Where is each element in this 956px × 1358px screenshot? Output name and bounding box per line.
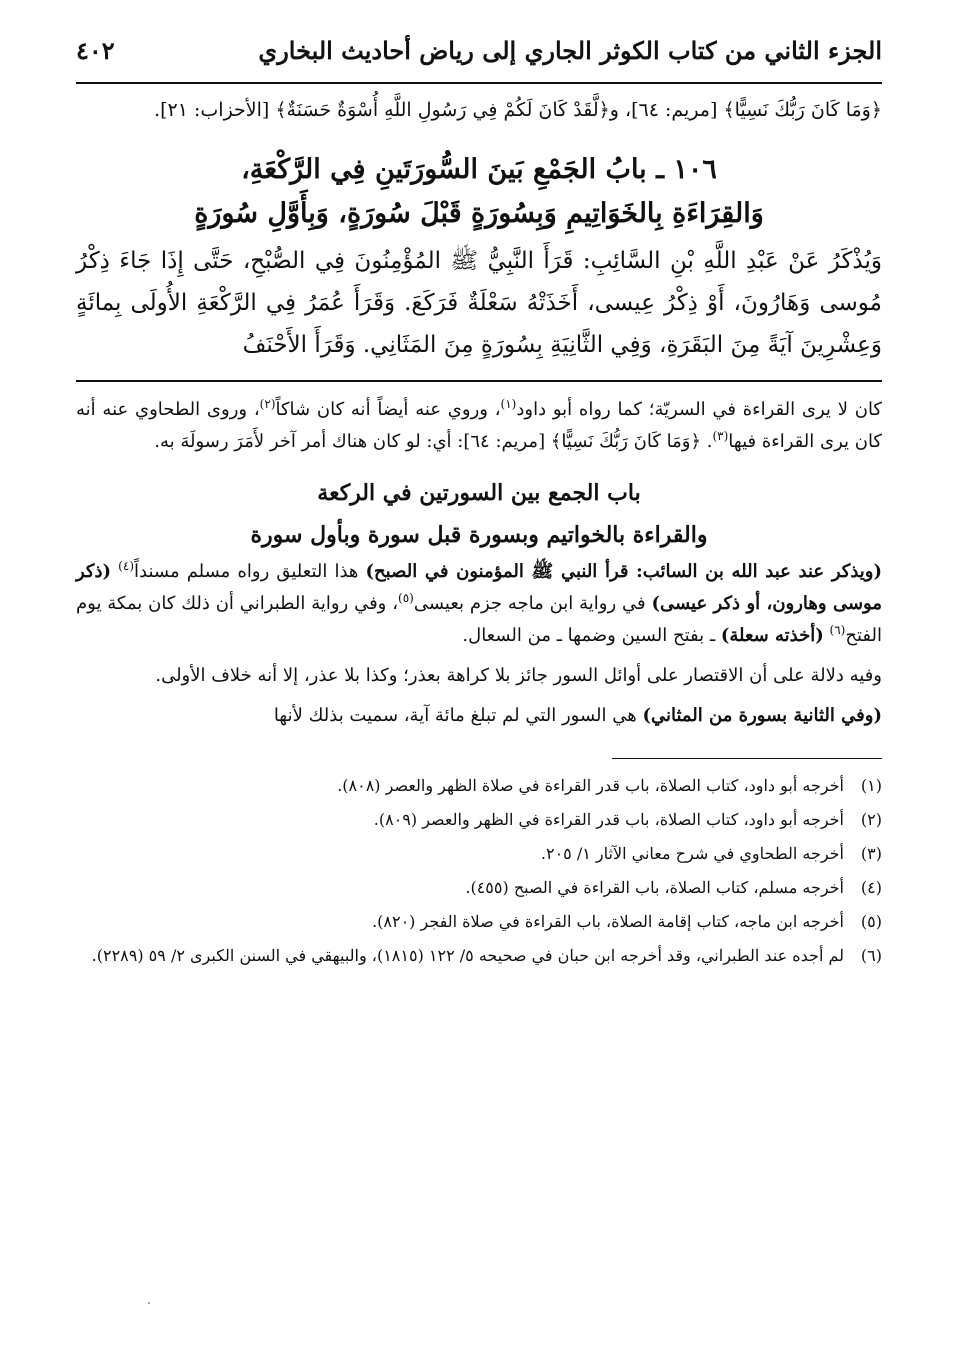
footnote-number: (٢) [860,810,882,829]
text-run: ـ بفتح السين وضمها ـ من السعال. [462,625,721,646]
quran-verses-line: ﴿وَمَا كَانَ رَبُّكَ نَسِيًّا﴾ [مريم: ٦٤]، و﴿لَّقَدْ كَانَ لَكُمْ فِي رَسُولِ اللَّهِ أُسْوَةٌ حَسَنَةٌ﴾ [الأحزاب: ٢١]. [154,99,882,121]
sub-heading-line-2: والقراءة بالخواتيم وبسورة قبل سورة وبأول سورة [250,522,708,548]
quoted-text: (وفي الثانية بسورة من المثاني) [642,705,882,726]
footnote-text: أخرجه ابن ماجه، كتاب إقامة الصلاة، باب القراءة في صلاة الفجر (٨٢٠). [372,912,844,931]
footnote-text: أخرجه مسلم، كتاب الصلاة، باب القراءة في الصبح (٤٥٥). [465,878,844,897]
commentary-paragraph-1 [76,556,882,652]
text-run: في رواية ابن ماجه جزم بعيسى [413,593,652,614]
footnote-number: (١) [860,776,882,795]
footnote [76,941,882,971]
commentary-top [76,394,882,458]
footnote-ref-3[interactable]: (٣) [712,429,729,443]
book-page [76,36,882,975]
text-run: . ﴿وَمَا كَانَ رَبُّكَ نَسِيًّا﴾ [مريم: ٦٤]: أي: لو كان هناك أمر آخر لأَمَرَ رسولَهَ به. [154,431,713,452]
footnote-number: (٣) [860,844,882,863]
commentary-body [76,556,882,732]
commentary-paragraph-3 [76,700,882,732]
page-number: ٤٠٢ [76,36,115,65]
text-run: ، وروي عنه أيضاً أنه كان شاكاً [275,399,501,420]
footnote-text: أخرجه الطحاوي في شرح معاني الآثار ١/ ٢٠٥. [540,844,844,863]
quoted-text: (ذكر موسى وهارون، أو ذكر عيسى) [76,561,882,614]
sub-heading-line-1: باب الجمع بين السورتين في الركعة [317,480,641,506]
footnote [76,771,882,801]
footnote-text: لم أجده عند الطبراني، وقد أخرجه ابن حبان في صحيحه ٥/ ١٢٢ (١٨١٥)، والبيهقي في السنن الكبرى ٢/ ٥٩ (٢٢٨٩). [91,946,844,965]
footnote-ref-5[interactable]: (٥) [398,591,414,605]
text-run: كان لا يرى القراءة في السريّة؛ كما رواه أبو داود [516,399,882,420]
footnote-number: (٥) [860,912,882,931]
footnote-number: (٦) [860,946,882,965]
footnote-rule [612,758,882,759]
chapter-title-line-1: ١٠٦ ـ بابُ الجَمْعِ بَينَ السُّورَتَينِ فِي الرَّكْعَةِ، [241,154,717,185]
footnote [76,907,882,937]
running-header [76,36,882,82]
quoted-text: (أخذته سعلة) [720,625,824,646]
chapter-title [76,148,882,236]
footnote-text: أخرجه أبو داود، كتاب الصلاة، باب قدر القراءة في صلاة الظهر والعصر (٨٠٨). [337,776,844,795]
footnote-ref-6[interactable]: (٦) [829,623,846,637]
text-run: ، وفي رواية الطبراني أن ذلك كان بمكة يوم الفتح [76,593,882,646]
footnote-ref-2[interactable]: (٢) [259,397,276,411]
footnote-ref-1[interactable]: (١) [500,397,517,411]
text-run: هي السور التي لم تبلغ مائة آية، سميت بذلك لأنها [273,705,643,726]
footnote-text: أخرجه أبو داود، كتاب الصلاة، باب قدر القراءة في الظهر والعصر (٨٠٩). [373,810,844,829]
text-run: هذا التعليق رواه مسلم مسنداً [134,561,366,582]
commentary-paragraph-2: وفيه دلالة على أن الاقتصار على أوائل السور جائز بلا كراهة بعذر؛ وكذا بلا عذر، إلا أنه خلاف الأولى. [155,665,882,686]
scan-speck [148,1302,150,1304]
commentary-paragraph [76,394,882,458]
footnote [76,873,882,903]
header-rule [76,82,882,84]
footnote [76,839,882,869]
footnote [76,805,882,835]
header-title: الجزء الثاني من كتاب الكوثر الجاري إلى رياض أحاديث البخاري [258,36,882,65]
footnote-ref-4[interactable]: (٤) [118,559,134,573]
text-run: ، وروى الطحاوي عنه أنه كان يرى القراءة فيها [76,399,882,452]
hadith-text: وَيُذْكَرُ عَنْ عَبْدِ اللَّهِ بْنِ السَّائِبِ: قَرَأَ النَّبِيُّ ﷺ المُؤْمِنُونَ فِي الصُّبْحِ، حَتَّى إِذَا جَاءَ ذِكْرُ مُوسى وَهَارُونَ، أَوْ ذِكْرُ عِيسى، أَخَذَتْهُ سَعْلَةٌ فَرَكَعَ. وَقَرَأَ عُمَرُ فِي الرَّكْعَةِ الأُولَى بِمائَةٍ وَعِشْرِينَ آيَةً مِنَ البَقَرَةِ، وَفِي الثَّانِيَةِ بِسُورَةٍ مِنَ المَثَانِي. وَقَرَأَ الأَحْنَفُ [76,248,882,358]
footnotes [76,771,882,971]
footnote-number: (٤) [860,878,882,897]
section-divider [76,380,882,382]
quoted-text: (ويذكر عند عبد الله بن السائب: قرأ النبي ﷺ المؤمنون في الصبح) [365,561,882,582]
chapter-title-line-2: وَالقِرَاءَةِ بِالخَوَاتِيمِ وَبِسُورَةٍ قَبْلَ سُورَةٍ، وَبِأَوَّلِ سُورَةٍ [194,198,764,229]
